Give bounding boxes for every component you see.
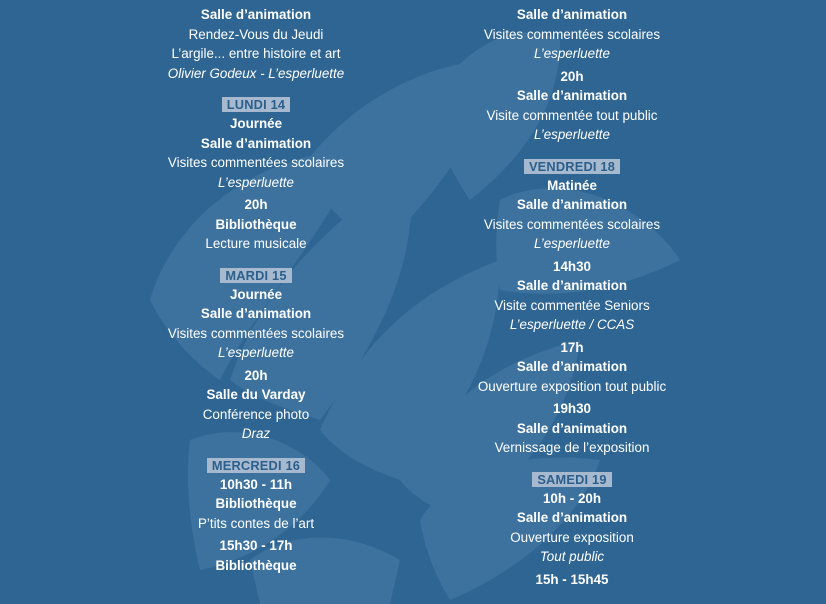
schedule-column-right (407, 5, 737, 589)
event-credit: Tout public (539, 549, 605, 564)
event-name: P’tits contes de l’art (197, 515, 315, 531)
day-block-samedi (407, 458, 737, 590)
event-time: 20h (244, 367, 268, 383)
event-name: Visite commentée Seniors (494, 297, 650, 313)
event-credit: L’esperluette (534, 236, 610, 251)
event-time: 10h - 20h (542, 490, 602, 506)
venue-label: Salle d’animation (516, 7, 628, 22)
event-name: Lecture musicale (205, 236, 307, 251)
event-credit: L’esperluette (534, 127, 610, 142)
event-credit: L’esperluette (534, 46, 610, 61)
event-credit: Olivier Godeux - L’esperluette (167, 65, 345, 81)
venue-label: Salle d’animation (200, 135, 312, 151)
event-time: 10h30 - 11h (219, 476, 293, 492)
day-badge: SAMEDI 19 (532, 472, 611, 487)
event-name: Visite commentée tout public (486, 107, 658, 123)
day-badge: VENDREDI 18 (524, 159, 620, 174)
event-name: Visites commentées scolaires (483, 26, 661, 42)
venue-label: Salle d’animation (516, 420, 628, 436)
event-credit: L’esperluette (218, 174, 294, 190)
event-name: Vernissage de l’exposition (494, 440, 650, 455)
event-name: Ouverture exposition (510, 529, 634, 545)
day-badge: MERCREDI 16 (207, 458, 305, 473)
venue-label: Salle d’animation (516, 359, 628, 374)
day-badge: LUNDI 14 (222, 97, 291, 112)
event-title: L’argile... entre histoire et art (171, 46, 341, 61)
event-name: Visites commentées scolaires (167, 155, 345, 170)
event-credit: L’esperluette / CCAS (509, 317, 635, 332)
venue-label: Bibliothèque (215, 557, 297, 573)
event-time: 15h30 - 17h (219, 538, 293, 553)
event-time: Journée (229, 286, 283, 302)
day-block-mardi (91, 254, 421, 444)
event-name: Rendez-Vous du Jeudi (188, 26, 324, 42)
event-time: 20h (244, 197, 268, 212)
day-block-vendredi (407, 145, 737, 458)
event-name: Conférence photo (202, 406, 310, 422)
thursday-block (91, 5, 421, 83)
event-name: Visites commentées scolaires (483, 216, 661, 232)
event-name: Visites commentées scolaires (167, 325, 345, 341)
event-time: Matinée (547, 177, 597, 193)
venue-label: Bibliothèque (215, 496, 297, 511)
venue-label: Salle d’animation (516, 197, 628, 212)
jeudi-continued-block (407, 5, 737, 145)
event-time: 20h (560, 68, 584, 84)
venue-label: Salle d’animation (200, 306, 312, 321)
event-credit: L’esperluette (218, 345, 294, 360)
event-time: Journée (229, 116, 283, 131)
venue-label: Salle d’animation (200, 7, 312, 22)
schedule-column-left (91, 5, 421, 575)
event-time: 14h30 (553, 258, 591, 274)
day-badge: MARDI 15 (220, 268, 291, 283)
venue-label: Salle du Varday (206, 387, 306, 402)
day-block-mercredi (91, 444, 421, 576)
venue-label: Bibliothèque (215, 216, 297, 232)
venue-label: Salle d’animation (516, 278, 628, 293)
day-block-lundi (91, 83, 421, 254)
event-credit: Draz (241, 426, 271, 441)
event-name: Ouverture exposition tout public (477, 378, 667, 394)
event-time: 15h - 15h45 (535, 571, 609, 587)
event-time: 19h30 (553, 401, 591, 416)
venue-label: Salle d’animation (516, 88, 628, 103)
event-time: 17h (560, 339, 584, 355)
venue-label: Salle d’animation (516, 510, 628, 525)
